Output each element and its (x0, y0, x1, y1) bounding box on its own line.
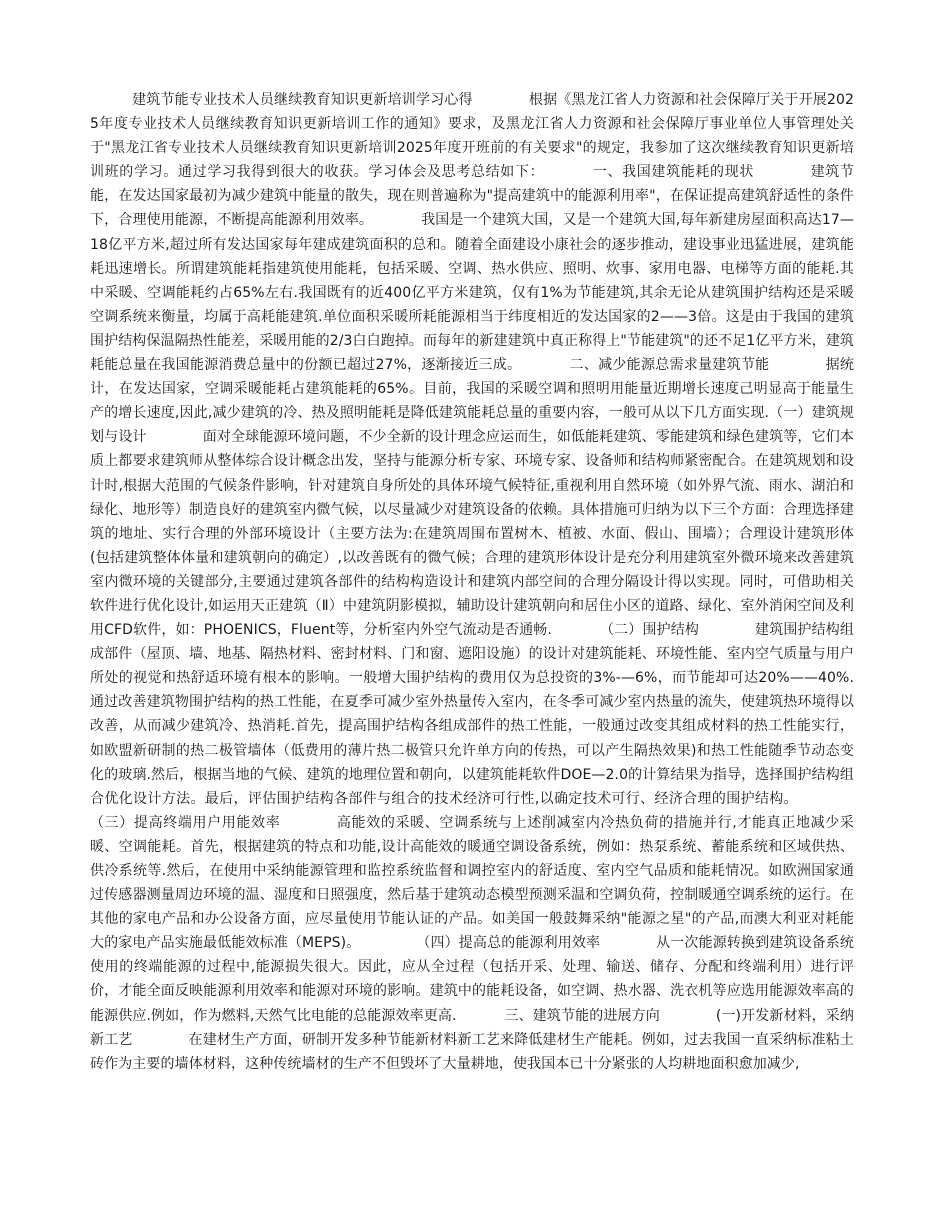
section-heading-3: 三、建筑节能的进展方向 (504, 1007, 660, 1024)
section-1-paragraph-b: 我国是一个建筑大国，又是一个建筑大国,每年新建房屋面积高达17—18亿平方米,超过所有发达国家每年建成建筑面积的总和。随着全面建设小康社会的逐步推动，建设事业迅猛进展，建筑能耗迅速增长。所谓建筑能耗指建筑使用能耗，包括采暖、空调、热水供应、照明、炊事、家用电器、电梯等方面的能耗.其中采暖、空调能耗约占65%左右.我国既有的近400亿平方米建筑，仅有1%为节能建筑,其余无论从建筑围护结构还是采暖空调系统来衡量，均属于高耗能建筑.单位面积采暖所耗能源相当于纬度相近的发达国家的2——3倍。这是由于我国的建筑围护结构保温隔热性能差，采暖用能的2/3白白跑掉。而每年的新建建筑中真正称得上"节能建筑"的还不足1亿平方米，建筑耗能总量在我国能源消费总量中的份额已超过27%，逐渐接近三成。 (90, 212, 855, 374)
section-1-paragraph-a: 建筑节能，在发达国家最初为减少建筑中能量的散失，现在则普遍称为"提高建筑中的能源利用率"，在保证提高建筑舒适性的条件下，合理使用能源，不断提高能源利用效率。 (90, 164, 854, 229)
subsection-heading-2-2: （二）围护结构 (599, 622, 700, 639)
subsection-2-1-paragraph: 面对全球能源环境问题，不少全新的设计理念应运而生，如低能耗建筑、零能建筑和绿色建筑等，它们本质上都要求建筑师从整体综合设计概念出发，坚持与能源分析专家、环境专家、设备师和结构师紧密配合。在建筑规划和设计时,根据大范围的气候条件影响，针对建筑自身所处的具体环境气候特征,重视利用自然环境（如外界气流、雨水、湖泊和绿化、地形等）制造良好的建筑室内微气候，以尽量减少对建筑设备的依赖。具体措施可归纳为以下三个方面：合理选择建筑的地址、实行合理的外部环境设计（主要方法为:在建筑周围布置树木、植被、水面、假山、围墙）；合理设计建筑形体(包括建筑整体体量和建筑朝向的确定）,以改善既有的微气候；合理的建筑形体设计是充分利用建筑室外微环境来改善建筑室内微环境的关键部分,主要通过建筑各部件的结构构造设计和建筑内部空间的合理分隔设计得以实现。同时，可借助相关软件进行优化设计,如运用天正建筑（Ⅱ）中建筑阴影模拟，辅助设计建筑朝向和居住小区的道路、绿化、室外消闲空间及利用CFD软件，如：PHOENICS，Fluent等，分析室内外空气流动是否通畅. (90, 429, 854, 639)
subsection-2-3-paragraph: 高能效的采暖、空调系统与上述削减室内冷热负荷的措施并行,才能真正地减少采暖、空调能耗。首先，根据建筑的特点和功能,设计高能效的暖通空调设备系统，例如：热泵系统、蓄能系统和区域供热、供冷系统等.然后，在使用中采纳能源管理和监控系统监督和调控室内的舒适度、室内空气品质和能耗情况。如欧洲国家通过传感器测量周边环境的温、湿度和日照强度，然后基于建筑动态模型预测采温和空调负荷，控制暖通空调系统的运行。在其他的家电产品和办公设备方面，应尽量使用节能认证的产品。如美国一般鼓舞采纳"能源之星"的产品,而澳大利亚对耗能大的家电产品实施最低能效标准（MEPS)。 (90, 814, 854, 952)
subsection-heading-2-3: （三）提高终端用户用能效率 (90, 814, 281, 831)
section-heading-2: 二、减少能源总需求量建筑节能 (569, 357, 770, 374)
section-heading-1: 一、我国建筑能耗的现状 (592, 164, 755, 181)
document-body (90, 88, 854, 1076)
subsection-2-2-paragraph: 建筑围护结构组成部件（屋顶、墙、地基、隔热材料、密封材料、门和窗、遮阳设施）的设计对建筑能耗、环境性能、室内空气质量与用户所处的视觉和热舒适环境有根本的影响。一般增大围护结构的费用仅为总投资的3%-—6%，而节能却可达20%——40%.通过改善建筑物围护结构的热工性能，在夏季可减少室外热量传入室内，在冬季可减少室内热量的流失，使建筑热环境得以改善，从而减少建筑冷、热消耗.首先，提高围护结构各组成部件的热工性能，一般通过改变其组成材料的热工性能实行，如欧盟新研制的热二极管墙体（低费用的薄片热二极管只允许单方向的传热，可以产生隔热效果)和热工性能随季节动态变化的玻璃.然后，根据当地的气候、建筑的地理位置和朝向，以建筑能耗软件DOE—2.0的计算结果为指导，选择围护结构组合优化设计方法。最后，评估围护结构各部件与组合的技术经济可行性,以确定技术可行、经济合理的围护结构。 (90, 622, 855, 807)
section-2-paragraph: 据统计，在发达国家，空调采暖能耗占建筑能耗的65%。目前，我国的采暖空调和照明用能量近期增长速度己明显高于能量生产的增长速度,因此,减少建筑的冷、热及照明能耗是降低建筑能耗总量的重要内容，一般可从以下几方面实现. (90, 357, 855, 422)
document-title: 建筑节能专业技术人员继续教育知识更新培训学习心得 (132, 92, 473, 108)
subsection-heading-2-1: （一）建筑规划与设计 (90, 405, 854, 446)
intro-paragraph: 根据《黑龙江省人力资源和社会保障厅关于开展2025年度专业技术人员继续教育知识更新培训工作的通知》要求，及黑龙江省人力资源和社会保障厅事业单位人事管理处关于"黑龙江省专业技术人员继续教育知识更新培训2025年度开班前的有关要求"的规定，我参加了这次继续教育知识更新培训班的学习。通过学习我得到很大的收获。学习体会及思考总结如下： (90, 92, 854, 181)
subsection-3-1-paragraph: 在建材生产方面，研制开发多种节能新材料新工艺来降低建材生产能耗。例如，过去我国一直采纳标准粘土砖作为主要的墙体材料，这种传统墙材的生产不但毁坏了大量耕地，使我国本已十分紧张的人均耕地面积愈加减少, (90, 1031, 854, 1072)
subsection-heading-3-1: (一)开发新材料，采纳新工艺 (90, 1007, 854, 1048)
subsection-heading-2-4: （四）提高总的能源利用效率 (416, 935, 601, 952)
subsection-2-4-paragraph: 从一次能源转换到建筑设备系统使用的终端能源的过程中,能源损失很大。因此，应从全过程（包括开采、处理、输送、储存、分配和终端利用）进行评价，才能全面反映能源利用效率和能源对环境的影响。建筑中的能耗设备，如空调、热水器、洗衣机等应选用能源效率高的能源供应.例如，作为燃料,天然气比电能的总能源效率更高. (90, 935, 854, 1024)
